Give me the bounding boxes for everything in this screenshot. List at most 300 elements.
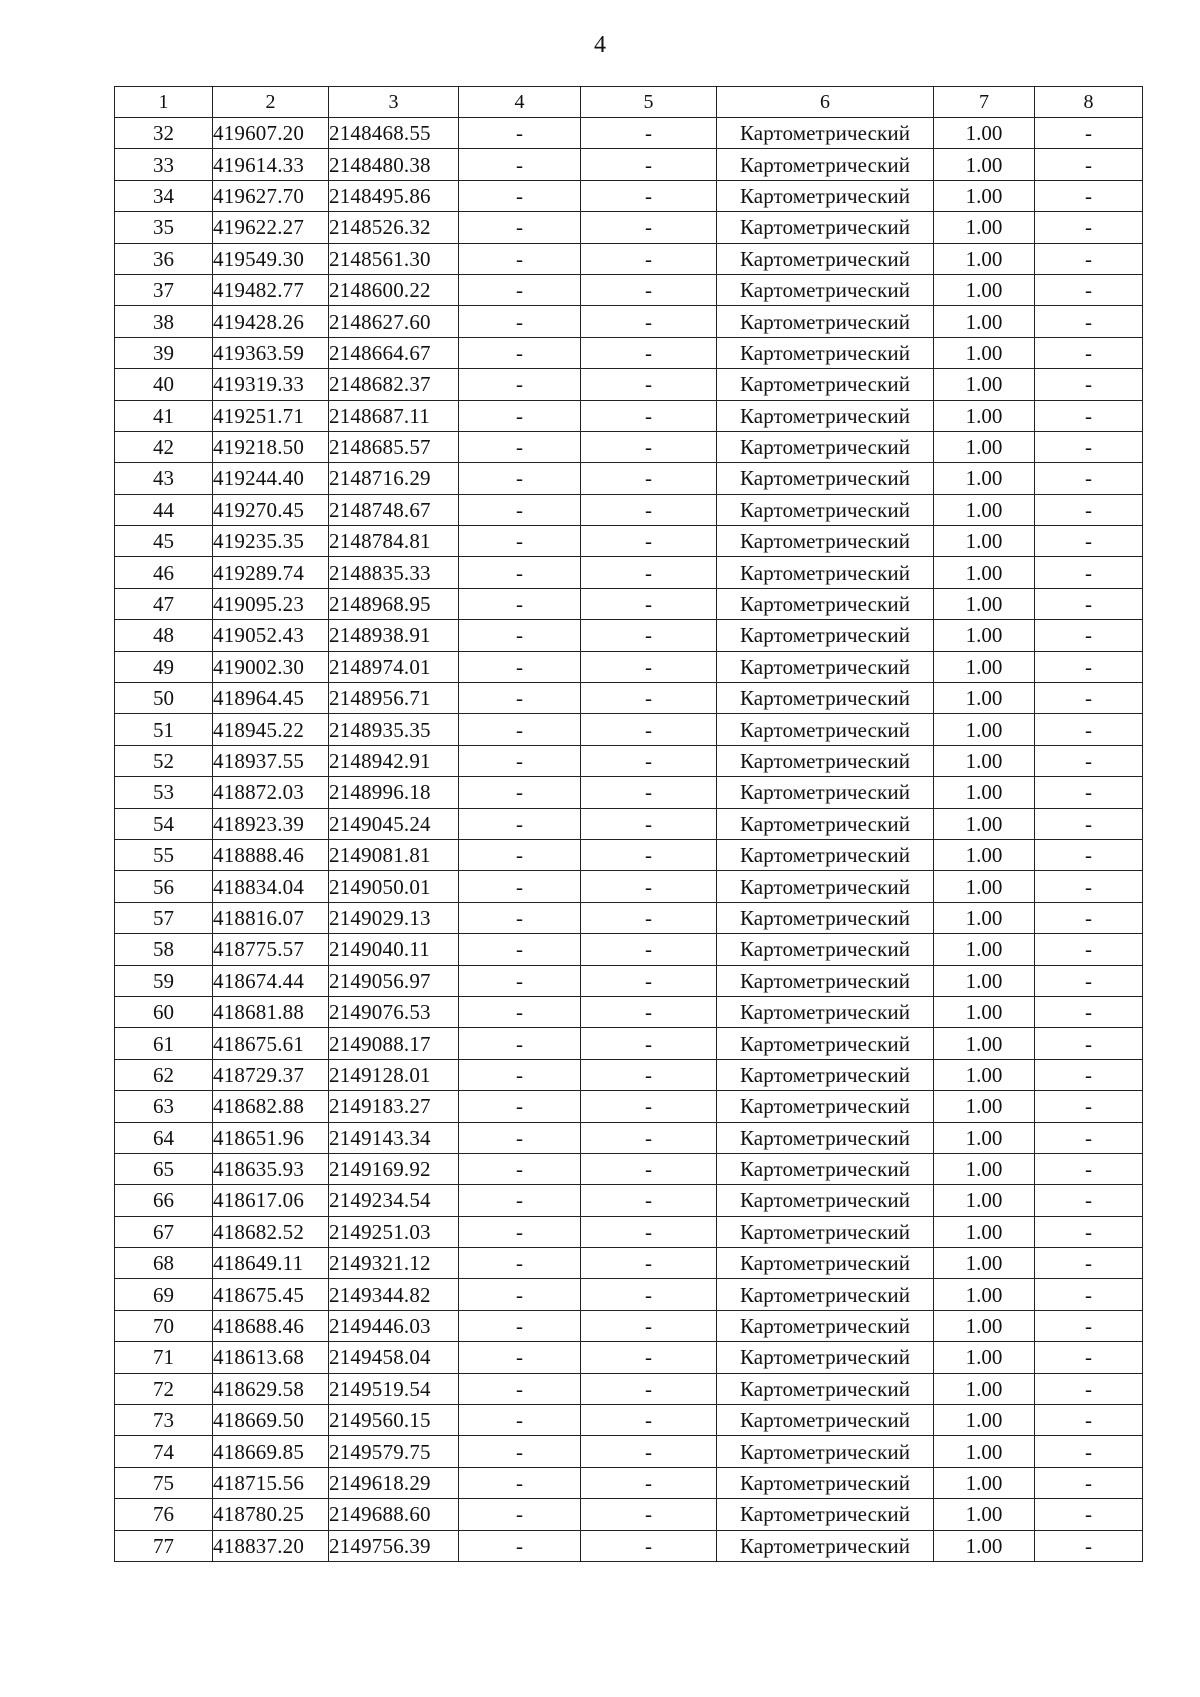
col4-cell: - [459, 337, 581, 368]
accuracy-cell: 1.00 [934, 1310, 1035, 1341]
y-coordinate-cell: 2148495.86 [329, 180, 459, 211]
col4-cell: - [459, 400, 581, 431]
method-cell: Картометрический [717, 871, 934, 902]
col4-cell: - [459, 745, 581, 776]
point-number-cell: 76 [115, 1499, 213, 1530]
col8-cell: - [1035, 683, 1143, 714]
col8-cell: - [1035, 839, 1143, 870]
col5-cell: - [581, 683, 717, 714]
col8-cell: - [1035, 934, 1143, 965]
point-number-cell: 48 [115, 620, 213, 651]
col8-cell: - [1035, 526, 1143, 557]
col5-cell: - [581, 1216, 717, 1247]
col4-cell: - [459, 1310, 581, 1341]
point-number-cell: 63 [115, 1091, 213, 1122]
y-coordinate-cell: 2149050.01 [329, 871, 459, 902]
point-number-cell: 64 [115, 1122, 213, 1153]
method-cell: Картометрический [717, 369, 934, 400]
point-number-cell: 42 [115, 431, 213, 462]
table-row [115, 306, 1143, 337]
x-coordinate-cell: 418834.04 [213, 871, 329, 902]
method-cell: Картометрический [717, 1185, 934, 1216]
accuracy-cell: 1.00 [934, 588, 1035, 619]
col5-cell: - [581, 714, 717, 745]
table-row [115, 1279, 1143, 1310]
method-cell: Картометрический [717, 1153, 934, 1184]
point-number-cell: 68 [115, 1248, 213, 1279]
col4-cell: - [459, 1216, 581, 1247]
col4-cell: - [459, 996, 581, 1027]
col8-cell: - [1035, 871, 1143, 902]
point-number-cell: 50 [115, 683, 213, 714]
col5-cell: - [581, 745, 717, 776]
x-coordinate-cell: 419363.59 [213, 337, 329, 368]
col4-cell: - [459, 1436, 581, 1467]
col8-cell: - [1035, 1059, 1143, 1090]
col8-cell: - [1035, 1028, 1143, 1059]
method-cell: Картометрический [717, 683, 934, 714]
col4-cell: - [459, 1185, 581, 1216]
col8-cell: - [1035, 1310, 1143, 1341]
accuracy-cell: 1.00 [934, 714, 1035, 745]
y-coordinate-cell: 2148600.22 [329, 274, 459, 305]
y-coordinate-cell: 2148996.18 [329, 777, 459, 808]
point-number-cell: 39 [115, 337, 213, 368]
accuracy-cell: 1.00 [934, 1122, 1035, 1153]
col5-cell: - [581, 274, 717, 305]
col8-cell: - [1035, 369, 1143, 400]
col5-cell: - [581, 1091, 717, 1122]
col5-cell: - [581, 212, 717, 243]
col4-cell: - [459, 1248, 581, 1279]
accuracy-cell: 1.00 [934, 369, 1035, 400]
point-number-cell: 36 [115, 243, 213, 274]
col5-cell: - [581, 996, 717, 1027]
col8-cell: - [1035, 118, 1143, 149]
col5-cell: - [581, 306, 717, 337]
col5-cell: - [581, 588, 717, 619]
col4-cell: - [459, 526, 581, 557]
col5-cell: - [581, 1059, 717, 1090]
accuracy-cell: 1.00 [934, 494, 1035, 525]
col4-cell: - [459, 149, 581, 180]
accuracy-cell: 1.00 [934, 1342, 1035, 1373]
x-coordinate-cell: 418629.58 [213, 1373, 329, 1404]
accuracy-cell: 1.00 [934, 620, 1035, 651]
accuracy-cell: 1.00 [934, 1248, 1035, 1279]
method-cell: Картометрический [717, 934, 934, 965]
point-number-cell: 60 [115, 996, 213, 1027]
accuracy-cell: 1.00 [934, 1467, 1035, 1498]
col8-cell: - [1035, 777, 1143, 808]
col8-cell: - [1035, 180, 1143, 211]
col5-cell: - [581, 777, 717, 808]
col4-cell: - [459, 714, 581, 745]
accuracy-cell: 1.00 [934, 431, 1035, 462]
col8-cell: - [1035, 1153, 1143, 1184]
y-coordinate-cell: 2148968.95 [329, 588, 459, 619]
accuracy-cell: 1.00 [934, 683, 1035, 714]
y-coordinate-cell: 2149169.92 [329, 1153, 459, 1184]
x-coordinate-cell: 418682.88 [213, 1091, 329, 1122]
col5-cell: - [581, 149, 717, 180]
col8-cell: - [1035, 1436, 1143, 1467]
col8-cell: - [1035, 494, 1143, 525]
y-coordinate-cell: 2148956.71 [329, 683, 459, 714]
x-coordinate-cell: 419614.33 [213, 149, 329, 180]
method-cell: Картометрический [717, 1310, 934, 1341]
table-row [115, 1248, 1143, 1279]
header-cell: 6 [717, 87, 934, 118]
y-coordinate-cell: 2148526.32 [329, 212, 459, 243]
point-number-cell: 33 [115, 149, 213, 180]
point-number-cell: 72 [115, 1373, 213, 1404]
col8-cell: - [1035, 431, 1143, 462]
col4-cell: - [459, 243, 581, 274]
table-row [115, 180, 1143, 211]
col5-cell: - [581, 1530, 717, 1561]
col5-cell: - [581, 1248, 717, 1279]
y-coordinate-cell: 2149088.17 [329, 1028, 459, 1059]
accuracy-cell: 1.00 [934, 1216, 1035, 1247]
col4-cell: - [459, 1373, 581, 1404]
method-cell: Картометрический [717, 463, 934, 494]
col5-cell: - [581, 1122, 717, 1153]
col5-cell: - [581, 1499, 717, 1530]
point-number-cell: 74 [115, 1436, 213, 1467]
col4-cell: - [459, 1499, 581, 1530]
accuracy-cell: 1.00 [934, 243, 1035, 274]
y-coordinate-cell: 2149688.60 [329, 1499, 459, 1530]
col8-cell: - [1035, 808, 1143, 839]
method-cell: Картометрический [717, 1091, 934, 1122]
x-coordinate-cell: 418669.50 [213, 1405, 329, 1436]
point-number-cell: 43 [115, 463, 213, 494]
y-coordinate-cell: 2148942.91 [329, 745, 459, 776]
table-row [115, 1373, 1143, 1404]
header-cell: 5 [581, 87, 717, 118]
x-coordinate-cell: 418816.07 [213, 902, 329, 933]
x-coordinate-cell: 419052.43 [213, 620, 329, 651]
y-coordinate-cell: 2149344.82 [329, 1279, 459, 1310]
point-number-cell: 38 [115, 306, 213, 337]
method-cell: Картометрический [717, 243, 934, 274]
point-number-cell: 75 [115, 1467, 213, 1498]
y-coordinate-cell: 2149618.29 [329, 1467, 459, 1498]
accuracy-cell: 1.00 [934, 745, 1035, 776]
header-cell: 8 [1035, 87, 1143, 118]
col5-cell: - [581, 243, 717, 274]
method-cell: Картометрический [717, 526, 934, 557]
y-coordinate-cell: 2149251.03 [329, 1216, 459, 1247]
col8-cell: - [1035, 714, 1143, 745]
x-coordinate-cell: 419002.30 [213, 651, 329, 682]
y-coordinate-cell: 2149040.11 [329, 934, 459, 965]
x-coordinate-cell: 418675.61 [213, 1028, 329, 1059]
x-coordinate-cell: 418780.25 [213, 1499, 329, 1530]
table-row [115, 683, 1143, 714]
accuracy-cell: 1.00 [934, 1059, 1035, 1090]
col5-cell: - [581, 965, 717, 996]
accuracy-cell: 1.00 [934, 306, 1035, 337]
table-row [115, 118, 1143, 149]
method-cell: Картометрический [717, 651, 934, 682]
point-number-cell: 59 [115, 965, 213, 996]
point-number-cell: 61 [115, 1028, 213, 1059]
table-row [115, 839, 1143, 870]
col4-cell: - [459, 1530, 581, 1561]
accuracy-cell: 1.00 [934, 1499, 1035, 1530]
y-coordinate-cell: 2149560.15 [329, 1405, 459, 1436]
method-cell: Картометрический [717, 996, 934, 1027]
col4-cell: - [459, 306, 581, 337]
x-coordinate-cell: 418613.68 [213, 1342, 329, 1373]
col8-cell: - [1035, 1405, 1143, 1436]
point-number-cell: 53 [115, 777, 213, 808]
point-number-cell: 37 [115, 274, 213, 305]
col4-cell: - [459, 557, 581, 588]
method-cell: Картометрический [717, 337, 934, 368]
col8-cell: - [1035, 1122, 1143, 1153]
col8-cell: - [1035, 745, 1143, 776]
method-cell: Картометрический [717, 149, 934, 180]
table-body [115, 118, 1143, 1562]
table-row [115, 274, 1143, 305]
x-coordinate-cell: 418635.93 [213, 1153, 329, 1184]
x-coordinate-cell: 418775.57 [213, 934, 329, 965]
col8-cell: - [1035, 1342, 1143, 1373]
col4-cell: - [459, 651, 581, 682]
x-coordinate-cell: 418729.37 [213, 1059, 329, 1090]
table-row [115, 1530, 1143, 1561]
table-row [115, 1405, 1143, 1436]
method-cell: Картометрический [717, 274, 934, 305]
col8-cell: - [1035, 1248, 1143, 1279]
accuracy-cell: 1.00 [934, 1405, 1035, 1436]
y-coordinate-cell: 2148480.38 [329, 149, 459, 180]
col4-cell: - [459, 118, 581, 149]
col8-cell: - [1035, 1373, 1143, 1404]
point-number-cell: 58 [115, 934, 213, 965]
col8-cell: - [1035, 1467, 1143, 1498]
col5-cell: - [581, 871, 717, 902]
table-row [115, 1059, 1143, 1090]
y-coordinate-cell: 2149076.53 [329, 996, 459, 1027]
x-coordinate-cell: 419270.45 [213, 494, 329, 525]
y-coordinate-cell: 2149446.03 [329, 1310, 459, 1341]
col5-cell: - [581, 651, 717, 682]
table-row [115, 1185, 1143, 1216]
table-row [115, 1467, 1143, 1498]
x-coordinate-cell: 418715.56 [213, 1467, 329, 1498]
col5-cell: - [581, 557, 717, 588]
y-coordinate-cell: 2149183.27 [329, 1091, 459, 1122]
table-row [115, 1499, 1143, 1530]
col5-cell: - [581, 180, 717, 211]
accuracy-cell: 1.00 [934, 180, 1035, 211]
x-coordinate-cell: 418669.85 [213, 1436, 329, 1467]
point-number-cell: 45 [115, 526, 213, 557]
x-coordinate-cell: 419244.40 [213, 463, 329, 494]
point-number-cell: 44 [115, 494, 213, 525]
col4-cell: - [459, 808, 581, 839]
method-cell: Картометрический [717, 212, 934, 243]
col4-cell: - [459, 494, 581, 525]
table-row [115, 902, 1143, 933]
col8-cell: - [1035, 212, 1143, 243]
point-number-cell: 77 [115, 1530, 213, 1561]
table-row [115, 149, 1143, 180]
header-cell: 4 [459, 87, 581, 118]
accuracy-cell: 1.00 [934, 149, 1035, 180]
accuracy-cell: 1.00 [934, 1153, 1035, 1184]
col5-cell: - [581, 400, 717, 431]
col5-cell: - [581, 902, 717, 933]
accuracy-cell: 1.00 [934, 1091, 1035, 1122]
method-cell: Картометрический [717, 839, 934, 870]
accuracy-cell: 1.00 [934, 996, 1035, 1027]
method-cell: Картометрический [717, 1122, 934, 1153]
x-coordinate-cell: 418649.11 [213, 1248, 329, 1279]
y-coordinate-cell: 2148784.81 [329, 526, 459, 557]
col5-cell: - [581, 1185, 717, 1216]
table-row [115, 369, 1143, 400]
y-coordinate-cell: 2148716.29 [329, 463, 459, 494]
col8-cell: - [1035, 1216, 1143, 1247]
accuracy-cell: 1.00 [934, 212, 1035, 243]
col5-cell: - [581, 369, 717, 400]
col8-cell: - [1035, 902, 1143, 933]
col8-cell: - [1035, 557, 1143, 588]
y-coordinate-cell: 2149579.75 [329, 1436, 459, 1467]
point-number-cell: 32 [115, 118, 213, 149]
x-coordinate-cell: 418651.96 [213, 1122, 329, 1153]
y-coordinate-cell: 2149234.54 [329, 1185, 459, 1216]
accuracy-cell: 1.00 [934, 934, 1035, 965]
x-coordinate-cell: 419235.35 [213, 526, 329, 557]
x-coordinate-cell: 418682.52 [213, 1216, 329, 1247]
col4-cell: - [459, 212, 581, 243]
point-number-cell: 55 [115, 839, 213, 870]
table-row [115, 212, 1143, 243]
table-row [115, 620, 1143, 651]
x-coordinate-cell: 419627.70 [213, 180, 329, 211]
y-coordinate-cell: 2149081.81 [329, 839, 459, 870]
col4-cell: - [459, 902, 581, 933]
col8-cell: - [1035, 1530, 1143, 1561]
x-coordinate-cell: 419549.30 [213, 243, 329, 274]
table-row [115, 526, 1143, 557]
accuracy-cell: 1.00 [934, 1185, 1035, 1216]
method-cell: Картометрический [717, 306, 934, 337]
y-coordinate-cell: 2148835.33 [329, 557, 459, 588]
accuracy-cell: 1.00 [934, 400, 1035, 431]
col4-cell: - [459, 1467, 581, 1498]
method-cell: Картометрический [717, 1530, 934, 1561]
y-coordinate-cell: 2149029.13 [329, 902, 459, 933]
point-number-cell: 47 [115, 588, 213, 619]
table-row [115, 808, 1143, 839]
point-number-cell: 62 [115, 1059, 213, 1090]
point-number-cell: 73 [115, 1405, 213, 1436]
method-cell: Картометрический [717, 1059, 934, 1090]
coordinates-table [114, 86, 1143, 1562]
method-cell: Картометрический [717, 118, 934, 149]
col8-cell: - [1035, 400, 1143, 431]
col5-cell: - [581, 1153, 717, 1184]
y-coordinate-cell: 2149756.39 [329, 1530, 459, 1561]
col4-cell: - [459, 274, 581, 305]
header-cell: 3 [329, 87, 459, 118]
col5-cell: - [581, 526, 717, 557]
col8-cell: - [1035, 1185, 1143, 1216]
col8-cell: - [1035, 965, 1143, 996]
col4-cell: - [459, 871, 581, 902]
table-row [115, 431, 1143, 462]
x-coordinate-cell: 418872.03 [213, 777, 329, 808]
table-row [115, 1122, 1143, 1153]
accuracy-cell: 1.00 [934, 274, 1035, 305]
accuracy-cell: 1.00 [934, 1436, 1035, 1467]
x-coordinate-cell: 418675.45 [213, 1279, 329, 1310]
header-cell: 7 [934, 87, 1035, 118]
table-row [115, 651, 1143, 682]
col8-cell: - [1035, 1091, 1143, 1122]
header-cell: 2 [213, 87, 329, 118]
point-number-cell: 65 [115, 1153, 213, 1184]
table-row [115, 745, 1143, 776]
x-coordinate-cell: 419607.20 [213, 118, 329, 149]
table-row [115, 714, 1143, 745]
point-number-cell: 70 [115, 1310, 213, 1341]
method-cell: Картометрический [717, 777, 934, 808]
table-row [115, 243, 1143, 274]
table-row [115, 1310, 1143, 1341]
x-coordinate-cell: 419289.74 [213, 557, 329, 588]
col5-cell: - [581, 431, 717, 462]
col8-cell: - [1035, 149, 1143, 180]
table-row [115, 777, 1143, 808]
col4-cell: - [459, 1153, 581, 1184]
point-number-cell: 51 [115, 714, 213, 745]
col8-cell: - [1035, 651, 1143, 682]
method-cell: Картометрический [717, 1279, 934, 1310]
table-header-row [115, 87, 1143, 118]
point-number-cell: 57 [115, 902, 213, 933]
col4-cell: - [459, 965, 581, 996]
y-coordinate-cell: 2148682.37 [329, 369, 459, 400]
method-cell: Картометрический [717, 620, 934, 651]
col5-cell: - [581, 839, 717, 870]
col8-cell: - [1035, 588, 1143, 619]
y-coordinate-cell: 2149128.01 [329, 1059, 459, 1090]
x-coordinate-cell: 418964.45 [213, 683, 329, 714]
col5-cell: - [581, 1310, 717, 1341]
y-coordinate-cell: 2149519.54 [329, 1373, 459, 1404]
x-coordinate-cell: 418688.46 [213, 1310, 329, 1341]
col5-cell: - [581, 620, 717, 651]
col4-cell: - [459, 1122, 581, 1153]
col8-cell: - [1035, 1279, 1143, 1310]
col4-cell: - [459, 1405, 581, 1436]
method-cell: Картометрический [717, 1028, 934, 1059]
table-row [115, 494, 1143, 525]
method-cell: Картометрический [717, 902, 934, 933]
accuracy-cell: 1.00 [934, 651, 1035, 682]
col4-cell: - [459, 369, 581, 400]
col4-cell: - [459, 431, 581, 462]
x-coordinate-cell: 418674.44 [213, 965, 329, 996]
